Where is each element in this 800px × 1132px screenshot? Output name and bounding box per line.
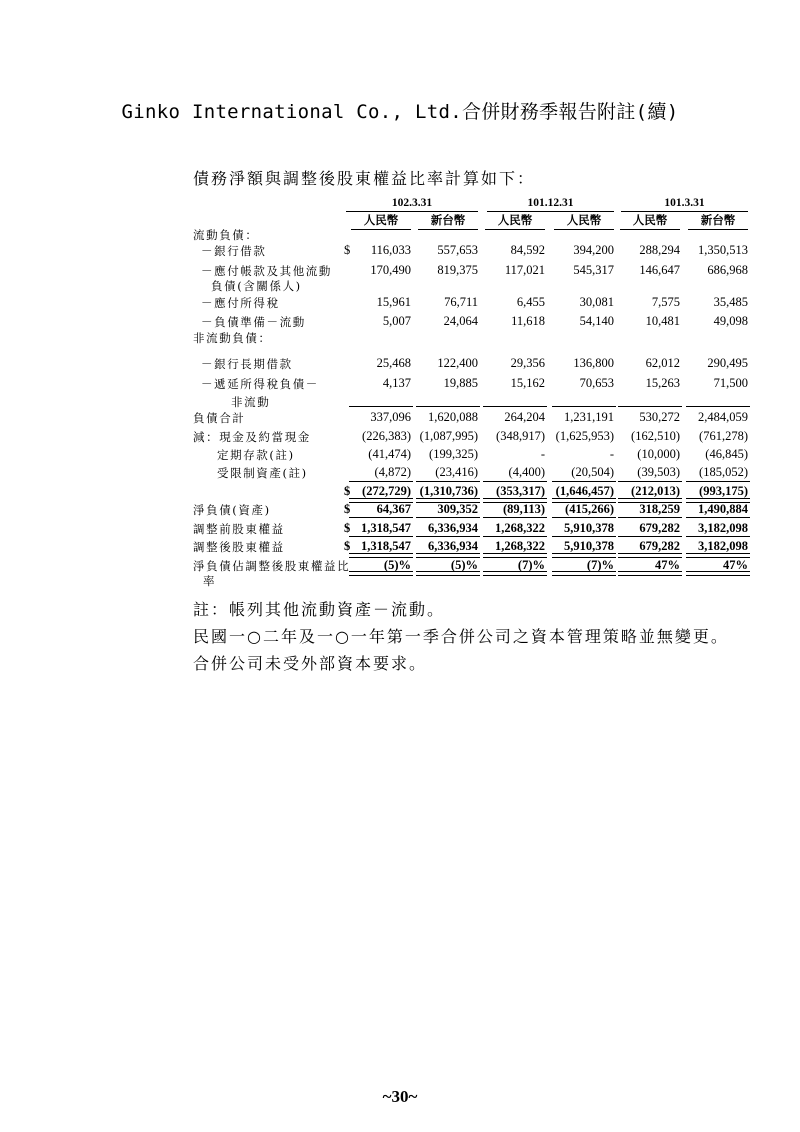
row-label: 非流動負債： bbox=[193, 331, 272, 345]
table-cell: 15,162 bbox=[510, 376, 545, 390]
rule-line bbox=[552, 536, 616, 537]
table-cell: 25,468 bbox=[376, 356, 411, 370]
table-cell: 146,647 bbox=[639, 263, 680, 277]
table-cell: 35,485 bbox=[713, 295, 748, 309]
rule-line bbox=[552, 406, 616, 407]
table-cell: 70,653 bbox=[579, 376, 614, 390]
rule-line bbox=[686, 481, 750, 482]
row-label: 非流動 bbox=[231, 395, 271, 409]
table-cell: 15,961 bbox=[376, 295, 411, 309]
table-cell: (415,266) bbox=[565, 502, 614, 516]
double-rule-line bbox=[416, 553, 480, 558]
table-cell: (39,503) bbox=[637, 465, 680, 479]
table-cell: (348,917) bbox=[496, 429, 545, 443]
rule-line bbox=[483, 481, 547, 482]
currency-header: 新台幣 bbox=[688, 212, 748, 230]
table-cell: 288,294 bbox=[639, 243, 680, 257]
currency-header: 人民幣 bbox=[351, 212, 411, 230]
row-label: 負債(含關係人) bbox=[211, 279, 302, 293]
rule-line bbox=[618, 536, 682, 537]
table-cell: 4,137 bbox=[382, 376, 411, 390]
double-rule-line bbox=[483, 571, 547, 576]
currency-header: 新台幣 bbox=[418, 212, 478, 230]
dollar-sign: $ bbox=[344, 539, 351, 553]
ratio-value: (5) bbox=[383, 558, 399, 572]
table-cell: 679,282 bbox=[639, 539, 680, 553]
table-cell: (4,872) bbox=[374, 465, 411, 479]
table-cell: 170,490 bbox=[370, 263, 411, 277]
row-label: －負債準備－流動 bbox=[201, 315, 306, 329]
ratio-value: (7) bbox=[586, 558, 602, 572]
table-cell: 62,012 bbox=[645, 356, 680, 370]
currency-header: 人民幣 bbox=[620, 212, 680, 230]
table-cell: 264,204 bbox=[504, 410, 545, 424]
row-label: 受限制資產(註) bbox=[217, 466, 308, 480]
ratio-value: (7) bbox=[517, 558, 533, 572]
rule-line bbox=[618, 406, 682, 407]
table-cell: 6,336,934 bbox=[428, 539, 478, 553]
rule-line bbox=[349, 536, 413, 537]
rule-line bbox=[349, 517, 413, 518]
ratio-value: 47 bbox=[655, 558, 668, 572]
table-cell: 3,182,098 bbox=[698, 521, 748, 535]
table-cell: 557,653 bbox=[437, 243, 478, 257]
rule-line bbox=[618, 517, 682, 518]
table-cell: (162,510) bbox=[631, 429, 680, 443]
table-cell: (212,013) bbox=[631, 484, 680, 498]
row-label: 定期存款(註) bbox=[217, 448, 295, 462]
table-cell: 3,182,098 bbox=[698, 539, 748, 553]
row-label: －遞延所得稅負債－ bbox=[201, 377, 319, 391]
rule-line bbox=[552, 517, 616, 518]
table-cell: 19,885 bbox=[443, 376, 478, 390]
double-rule-line bbox=[686, 571, 750, 576]
rule-line bbox=[618, 481, 682, 482]
table-cell: 819,375 bbox=[437, 263, 478, 277]
row-label: 負債合計 bbox=[193, 411, 246, 425]
table-cell: (20,504) bbox=[571, 465, 614, 479]
period-header: 101.12.31 bbox=[527, 197, 574, 209]
double-rule-line bbox=[618, 571, 682, 576]
table-cell: (1,087,995) bbox=[419, 429, 478, 443]
table-cell: (185,052) bbox=[699, 465, 748, 479]
row-label: －應付帳款及其他流動 bbox=[201, 264, 332, 278]
double-rule-line bbox=[416, 571, 480, 576]
double-rule-line bbox=[349, 553, 413, 558]
row-label: 淨負債佔調整後股東權益比 bbox=[193, 559, 351, 573]
rule-line bbox=[552, 481, 616, 482]
table-cell: 5,910,378 bbox=[564, 539, 614, 553]
rule-line bbox=[483, 406, 547, 407]
rule-line bbox=[416, 481, 480, 482]
table-cell: 71,500 bbox=[713, 376, 748, 390]
period-header: 101.3.31 bbox=[664, 197, 705, 209]
table-cell: (272,729) bbox=[362, 484, 411, 498]
table-cell: 5,910,378 bbox=[564, 521, 614, 535]
table-cell: 1,350,513 bbox=[698, 243, 748, 257]
table-cell: 530,272 bbox=[639, 410, 680, 424]
table-cell: 24,064 bbox=[443, 314, 478, 328]
row-label: －應付所得稅 bbox=[201, 296, 280, 310]
table-cell: 7,575 bbox=[651, 295, 680, 309]
table-cell: 76,711 bbox=[444, 295, 478, 309]
table-cell: 318,259 bbox=[639, 502, 680, 516]
rule-line bbox=[349, 481, 413, 482]
table-cell: 337,096 bbox=[370, 410, 411, 424]
table-cell: - bbox=[609, 447, 614, 461]
table-cell: (1,646,457) bbox=[555, 484, 614, 498]
table-cell: 54,140 bbox=[579, 314, 614, 328]
double-rule-line bbox=[552, 571, 616, 576]
rule-line bbox=[349, 406, 413, 407]
rule-line bbox=[416, 536, 480, 537]
table-cell: 1,268,322 bbox=[495, 539, 545, 553]
table-cell: 290,495 bbox=[707, 356, 748, 370]
table-cell: 1,490,884 bbox=[698, 502, 748, 516]
intro-text: 債務淨額與調整後股東權益比率計算如下： bbox=[193, 169, 536, 188]
table-cell: 6,336,934 bbox=[428, 521, 478, 535]
table-cell: (41,474) bbox=[368, 447, 411, 461]
percent-sign: % bbox=[735, 558, 748, 572]
double-rule-line bbox=[483, 498, 547, 503]
table-cell: 1,318,547 bbox=[361, 539, 411, 553]
percent-sign: % bbox=[465, 558, 478, 572]
double-rule-line bbox=[349, 571, 413, 576]
table-cell: 545,317 bbox=[573, 263, 614, 277]
double-rule-line bbox=[686, 498, 750, 503]
ratio-value: 47 bbox=[723, 558, 736, 572]
row-label: 淨負債(資產) bbox=[193, 503, 271, 517]
page-number: ~30~ bbox=[382, 1087, 418, 1106]
table-cell: 1,620,088 bbox=[428, 410, 478, 424]
table-cell: 11,618 bbox=[511, 314, 545, 328]
table-cell: (353,317) bbox=[496, 484, 545, 498]
row-label: 流動負債： bbox=[193, 228, 259, 242]
table-cell: (226,383) bbox=[362, 429, 411, 443]
dollar-sign: $ bbox=[344, 243, 351, 257]
table-cell: 686,968 bbox=[707, 263, 748, 277]
table-cell: 6,455 bbox=[516, 295, 545, 309]
row-label: 率 bbox=[203, 574, 217, 588]
table-cell: 122,400 bbox=[437, 356, 478, 370]
rule-line bbox=[416, 517, 480, 518]
currency-header: 人民幣 bbox=[554, 212, 614, 230]
row-label: 調整前股東權益 bbox=[193, 522, 285, 536]
table-cell: 1,231,191 bbox=[564, 410, 614, 424]
ratio-value: (5) bbox=[450, 558, 466, 572]
table-cell: (1,625,953) bbox=[555, 429, 614, 443]
table-cell: (10,000) bbox=[637, 447, 680, 461]
double-rule-line bbox=[416, 498, 480, 503]
dollar-sign: $ bbox=[344, 484, 351, 498]
note-text: 合併公司未受外部資本要求。 bbox=[193, 654, 428, 673]
rule-line bbox=[416, 406, 480, 407]
row-label: －銀行借款 bbox=[201, 244, 267, 258]
table-cell: (4,400) bbox=[508, 465, 545, 479]
row-label: 減：現金及約當現金 bbox=[193, 430, 311, 444]
row-label: 調整後股東權益 bbox=[193, 540, 285, 554]
dollar-sign: $ bbox=[344, 502, 351, 516]
page-title: Ginko International Co., Ltd.合併財務季報告附註(續) bbox=[121, 101, 679, 123]
table-cell: (89,113) bbox=[502, 502, 545, 516]
table-cell: 1,318,547 bbox=[361, 521, 411, 535]
note-text: 民國一○二年及一○一年第一季合併公司之資本管理策略並無變更。 bbox=[193, 627, 729, 646]
table-cell: 2,484,059 bbox=[698, 410, 748, 424]
rule-line bbox=[686, 406, 750, 407]
double-rule-line bbox=[483, 553, 547, 558]
table-cell: 64,367 bbox=[376, 502, 411, 516]
table-cell: 394,200 bbox=[573, 243, 614, 257]
table-cell: 84,592 bbox=[510, 243, 545, 257]
table-cell: 136,800 bbox=[573, 356, 614, 370]
table-cell: (1,310,736) bbox=[419, 484, 478, 498]
table-cell: (993,175) bbox=[699, 484, 748, 498]
table-cell: 5,007 bbox=[382, 314, 411, 328]
double-rule-line bbox=[618, 553, 682, 558]
percent-sign: % bbox=[532, 558, 545, 572]
note-text: 註：帳列其他流動資產－流動。 bbox=[193, 600, 446, 619]
row-label: －銀行長期借款 bbox=[201, 357, 293, 371]
table-cell: 29,356 bbox=[510, 356, 545, 370]
table-cell: 10,481 bbox=[645, 314, 680, 328]
table-cell: - bbox=[540, 447, 545, 461]
double-rule-line bbox=[349, 498, 413, 503]
percent-sign: % bbox=[601, 558, 614, 572]
table-cell: 679,282 bbox=[639, 521, 680, 535]
rule-line bbox=[483, 517, 547, 518]
period-header: 102.3.31 bbox=[391, 197, 433, 209]
table-cell: 116,033 bbox=[370, 243, 411, 257]
percent-sign: % bbox=[398, 558, 411, 572]
table-cell: 30,081 bbox=[579, 295, 614, 309]
double-rule-line bbox=[552, 498, 616, 503]
rule-line bbox=[686, 517, 750, 518]
table-cell: (761,278) bbox=[699, 429, 748, 443]
percent-sign: % bbox=[667, 558, 680, 572]
table-cell: 117,021 bbox=[504, 263, 545, 277]
table-cell: 49,098 bbox=[713, 314, 748, 328]
double-rule-line bbox=[618, 498, 682, 503]
table-cell: 15,263 bbox=[645, 376, 680, 390]
dollar-sign: $ bbox=[344, 521, 351, 535]
table-cell: (46,845) bbox=[705, 447, 748, 461]
rule-line bbox=[483, 536, 547, 537]
rule-line bbox=[686, 536, 750, 537]
table-cell: 309,352 bbox=[437, 502, 478, 516]
currency-header: 人民幣 bbox=[485, 212, 545, 230]
double-rule-line bbox=[552, 553, 616, 558]
double-rule-line bbox=[686, 553, 750, 558]
table-cell: 1,268,322 bbox=[495, 521, 545, 535]
table-cell: (199,325) bbox=[429, 447, 478, 461]
table-cell: (23,416) bbox=[435, 465, 478, 479]
